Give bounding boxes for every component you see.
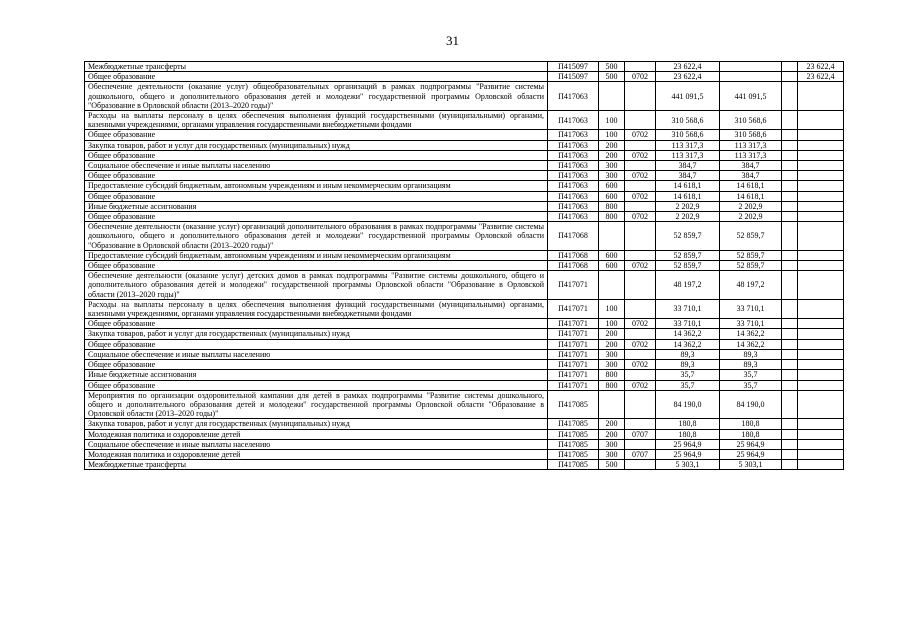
amount-cell-3 [782, 349, 798, 359]
amount-cell-2: 84 190,0 [720, 390, 782, 419]
section-cell: 0702 [625, 150, 656, 160]
amount-cell-1: 14 362,2 [656, 329, 720, 339]
amount-cell-3 [782, 460, 798, 470]
section-cell: 0702 [625, 360, 656, 370]
amount-cell-1: 48 197,2 [656, 271, 720, 300]
expense-type-cell: 200 [599, 339, 625, 349]
item-name-cell: Общее образование [85, 380, 548, 390]
expense-type-cell: 300 [599, 439, 625, 449]
expense-type-cell: 500 [599, 62, 625, 72]
expense-type-cell: 200 [599, 419, 625, 429]
budget-table [84, 61, 844, 470]
table-row [85, 299, 844, 318]
amount-cell-2: 113 317,3 [720, 150, 782, 160]
expense-type-cell: 300 [599, 360, 625, 370]
amount-cell-4: 23 622,4 [798, 62, 844, 72]
expense-type-cell: 600 [599, 261, 625, 271]
amount-cell-1: 180,8 [656, 429, 720, 439]
amount-cell-4 [798, 271, 844, 300]
item-name-cell: Общее образование [85, 261, 548, 271]
amount-cell-1: 52 859,7 [656, 261, 720, 271]
target-article-cell: П415097 [548, 62, 599, 72]
section-cell [625, 82, 656, 111]
amount-cell-1: 310 568,6 [656, 130, 720, 140]
target-article-cell: П417068 [548, 222, 599, 251]
target-article-cell: П417063 [548, 191, 599, 201]
amount-cell-1: 384,7 [656, 171, 720, 181]
amount-cell-1: 23 622,4 [656, 62, 720, 72]
item-name-cell: Иные бюджетные ассигнования [85, 201, 548, 211]
section-cell [625, 222, 656, 251]
amount-cell-1: 33 710,1 [656, 319, 720, 329]
section-cell: 0702 [625, 339, 656, 349]
amount-cell-3 [782, 429, 798, 439]
amount-cell-1: 384,7 [656, 161, 720, 171]
amount-cell-1: 33 710,1 [656, 299, 720, 318]
item-name-cell: Межбюджетные трансферты [85, 460, 548, 470]
amount-cell-1: 35,7 [656, 370, 720, 380]
amount-cell-2 [720, 72, 782, 82]
item-name-cell: Общее образование [85, 339, 548, 349]
amount-cell-2: 89,3 [720, 360, 782, 370]
table-row [85, 329, 844, 339]
target-article-cell: П417068 [548, 250, 599, 260]
table-row [85, 319, 844, 329]
expense-type-cell: 200 [599, 140, 625, 150]
section-cell: 0702 [625, 212, 656, 222]
expense-type-cell: 100 [599, 111, 625, 130]
table-row [85, 62, 844, 72]
amount-cell-1: 441 091,5 [656, 82, 720, 111]
amount-cell-3 [782, 181, 798, 191]
table-row [85, 271, 844, 300]
item-name-cell: Общее образование [85, 319, 548, 329]
amount-cell-2: 35,7 [720, 380, 782, 390]
section-cell: 0702 [625, 319, 656, 329]
section-cell [625, 201, 656, 211]
item-name-cell: Общее образование [85, 150, 548, 160]
expense-type-cell: 300 [599, 349, 625, 359]
amount-cell-1: 89,3 [656, 349, 720, 359]
amount-cell-3 [782, 171, 798, 181]
expense-type-cell [599, 222, 625, 251]
target-article-cell: П417063 [548, 150, 599, 160]
expense-type-cell: 100 [599, 319, 625, 329]
expense-type-cell: 800 [599, 380, 625, 390]
amount-cell-4 [798, 150, 844, 160]
section-cell: 0707 [625, 429, 656, 439]
amount-cell-4 [798, 349, 844, 359]
amount-cell-4 [798, 201, 844, 211]
amount-cell-4 [798, 82, 844, 111]
section-cell [625, 299, 656, 318]
table-row [85, 449, 844, 459]
amount-cell-3 [782, 191, 798, 201]
item-name-cell: Обеспечение деятельности (оказание услуг) общеобразовательных организаций в рамках подпрограммы "Развитие системы дошкольного, общего и дополнительного образования детей и молодежи" государственной программы Орловской области "Образование в Орловской области (2013–2020 годы)" [85, 82, 548, 111]
amount-cell-2: 180,8 [720, 429, 782, 439]
amount-cell-1: 52 859,7 [656, 250, 720, 260]
target-article-cell: П417063 [548, 181, 599, 191]
amount-cell-3 [782, 339, 798, 349]
table-row [85, 82, 844, 111]
expense-type-cell: 800 [599, 370, 625, 380]
amount-cell-1: 25 964,9 [656, 439, 720, 449]
section-cell: 0707 [625, 449, 656, 459]
target-article-cell: П417085 [548, 429, 599, 439]
amount-cell-4 [798, 222, 844, 251]
amount-cell-4 [798, 161, 844, 171]
amount-cell-2: 14 362,2 [720, 329, 782, 339]
amount-cell-2: 14 618,1 [720, 191, 782, 201]
section-cell [625, 419, 656, 429]
target-article-cell: П417063 [548, 130, 599, 140]
amount-cell-2: 25 964,9 [720, 439, 782, 449]
amount-cell-4 [798, 380, 844, 390]
amount-cell-3 [782, 82, 798, 111]
amount-cell-4 [798, 460, 844, 470]
table-row [85, 212, 844, 222]
expense-type-cell: 300 [599, 161, 625, 171]
amount-cell-3 [782, 380, 798, 390]
amount-cell-2: 52 859,7 [720, 250, 782, 260]
expense-type-cell: 800 [599, 201, 625, 211]
amount-cell-2: 310 568,6 [720, 130, 782, 140]
expense-type-cell: 100 [599, 130, 625, 140]
section-cell [625, 460, 656, 470]
section-cell [625, 349, 656, 359]
target-article-cell: П417063 [548, 171, 599, 181]
section-cell [625, 390, 656, 419]
expense-type-cell: 600 [599, 191, 625, 201]
section-cell [625, 250, 656, 260]
amount-cell-3 [782, 150, 798, 160]
item-name-cell: Закупка товаров, работ и услуг для государственных (муниципальных) нужд [85, 419, 548, 429]
amount-cell-3 [782, 111, 798, 130]
amount-cell-3 [782, 439, 798, 449]
table-row [85, 250, 844, 260]
table-row [85, 191, 844, 201]
amount-cell-4 [798, 212, 844, 222]
amount-cell-2: 441 091,5 [720, 82, 782, 111]
target-article-cell: П415097 [548, 72, 599, 82]
item-name-cell: Молодежная политика и оздоровление детей [85, 429, 548, 439]
amount-cell-2: 89,3 [720, 349, 782, 359]
amount-cell-1: 35,7 [656, 380, 720, 390]
table-body [85, 62, 844, 470]
expense-type-cell: 500 [599, 72, 625, 82]
amount-cell-3 [782, 72, 798, 82]
item-name-cell: Мероприятия по организации оздоровительной кампании для детей в рамках подпрограммы "Развитие системы дошкольного, общего и дополнительного образования детей и молодежи" государственной программы Орловской области "Образование в Орловской области (2013–2020 годы)" [85, 390, 548, 419]
amount-cell-4 [798, 419, 844, 429]
amount-cell-3 [782, 360, 798, 370]
amount-cell-4 [798, 370, 844, 380]
table-row [85, 201, 844, 211]
expense-type-cell: 200 [599, 429, 625, 439]
amount-cell-4 [798, 439, 844, 449]
item-name-cell: Общее образование [85, 72, 548, 82]
target-article-cell: П417071 [548, 349, 599, 359]
amount-cell-3 [782, 62, 798, 72]
amount-cell-1: 2 202,9 [656, 212, 720, 222]
target-article-cell: П417071 [548, 271, 599, 300]
table-row [85, 380, 844, 390]
item-name-cell: Расходы на выплаты персоналу в целях обеспечения выполнения функций государственными (муниципальными) органами, казенными учреждениями, органами управления государственными внебюджетными фондами [85, 111, 548, 130]
amount-cell-4 [798, 171, 844, 181]
table-row [85, 339, 844, 349]
table-row [85, 222, 844, 251]
section-cell: 0702 [625, 380, 656, 390]
amount-cell-1: 5 303,1 [656, 460, 720, 470]
item-name-cell: Социальное обеспечение и иные выплаты населению [85, 349, 548, 359]
amount-cell-3 [782, 130, 798, 140]
amount-cell-3 [782, 419, 798, 429]
amount-cell-4 [798, 390, 844, 419]
target-article-cell: П417085 [548, 439, 599, 449]
table-row [85, 439, 844, 449]
item-name-cell: Межбюджетные трансферты [85, 62, 548, 72]
amount-cell-1: 52 859,7 [656, 222, 720, 251]
amount-cell-2: 35,7 [720, 370, 782, 380]
section-cell [625, 161, 656, 171]
amount-cell-4 [798, 261, 844, 271]
amount-cell-4 [798, 111, 844, 130]
target-article-cell: П417071 [548, 360, 599, 370]
section-cell [625, 329, 656, 339]
item-name-cell: Общее образование [85, 360, 548, 370]
item-name-cell: Предоставление субсидий бюджетным, автономным учреждениям и иным некоммерческим организациям [85, 250, 548, 260]
amount-cell-2: 33 710,1 [720, 299, 782, 318]
item-name-cell: Общее образование [85, 191, 548, 201]
table-row [85, 161, 844, 171]
amount-cell-1: 14 618,1 [656, 181, 720, 191]
amount-cell-2: 25 964,9 [720, 449, 782, 459]
amount-cell-4 [798, 140, 844, 150]
target-article-cell: П417085 [548, 449, 599, 459]
amount-cell-4 [798, 339, 844, 349]
table-row [85, 171, 844, 181]
amount-cell-3 [782, 222, 798, 251]
amount-cell-2: 310 568,6 [720, 111, 782, 130]
item-name-cell: Общее образование [85, 212, 548, 222]
amount-cell-3 [782, 319, 798, 329]
section-cell [625, 271, 656, 300]
section-cell [625, 370, 656, 380]
amount-cell-3 [782, 250, 798, 260]
amount-cell-1: 113 317,3 [656, 150, 720, 160]
amount-cell-2: 5 303,1 [720, 460, 782, 470]
expense-type-cell: 200 [599, 150, 625, 160]
section-cell [625, 140, 656, 150]
section-cell [625, 181, 656, 191]
expense-type-cell: 300 [599, 449, 625, 459]
amount-cell-2: 52 859,7 [720, 261, 782, 271]
item-name-cell: Общее образование [85, 171, 548, 181]
amount-cell-1: 89,3 [656, 360, 720, 370]
item-name-cell: Иные бюджетные ассигнования [85, 370, 548, 380]
expense-type-cell: 300 [599, 171, 625, 181]
amount-cell-4 [798, 319, 844, 329]
amount-cell-1: 180,8 [656, 419, 720, 429]
expense-type-cell [599, 390, 625, 419]
amount-cell-1: 14 362,2 [656, 339, 720, 349]
expense-type-cell [599, 82, 625, 111]
amount-cell-3 [782, 161, 798, 171]
table-row [85, 140, 844, 150]
amount-cell-4: 23 622,4 [798, 72, 844, 82]
table-row [85, 370, 844, 380]
amount-cell-3 [782, 271, 798, 300]
target-article-cell: П417063 [548, 111, 599, 130]
page-number: 31 [446, 33, 459, 48]
amount-cell-2: 384,7 [720, 171, 782, 181]
amount-cell-2: 180,8 [720, 419, 782, 429]
target-article-cell: П417063 [548, 161, 599, 171]
item-name-cell: Расходы на выплаты персоналу в целях обеспечения выполнения функций государственными (муниципальными) органами, казенными учреждениями, органами управления государственными внебюджетными фондами [85, 299, 548, 318]
amount-cell-2: 33 710,1 [720, 319, 782, 329]
amount-cell-4 [798, 360, 844, 370]
target-article-cell: П417071 [548, 370, 599, 380]
target-article-cell: П417068 [548, 261, 599, 271]
table-row [85, 111, 844, 130]
amount-cell-1: 2 202,9 [656, 201, 720, 211]
expense-type-cell: 200 [599, 329, 625, 339]
expense-type-cell: 500 [599, 460, 625, 470]
item-name-cell: Молодежная политика и оздоровление детей [85, 449, 548, 459]
amount-cell-2: 113 317,3 [720, 140, 782, 150]
section-cell [625, 62, 656, 72]
table-row [85, 181, 844, 191]
target-article-cell: П417085 [548, 460, 599, 470]
amount-cell-4 [798, 449, 844, 459]
amount-cell-3 [782, 370, 798, 380]
expense-type-cell: 800 [599, 212, 625, 222]
item-name-cell: Предоставление субсидий бюджетным, автономным учреждениям и иным некоммерческим организациям [85, 181, 548, 191]
target-article-cell: П417085 [548, 390, 599, 419]
table-row [85, 72, 844, 82]
section-cell: 0702 [625, 72, 656, 82]
target-article-cell: П417063 [548, 140, 599, 150]
table-row [85, 429, 844, 439]
amount-cell-4 [798, 250, 844, 260]
table-row [85, 419, 844, 429]
target-article-cell: П417071 [548, 339, 599, 349]
amount-cell-3 [782, 140, 798, 150]
item-name-cell: Закупка товаров, работ и услуг для государственных (муниципальных) нужд [85, 140, 548, 150]
amount-cell-4 [798, 329, 844, 339]
amount-cell-3 [782, 261, 798, 271]
amount-cell-2: 48 197,2 [720, 271, 782, 300]
amount-cell-3 [782, 449, 798, 459]
amount-cell-2: 14 618,1 [720, 181, 782, 191]
target-article-cell: П417071 [548, 329, 599, 339]
section-cell: 0702 [625, 171, 656, 181]
amount-cell-2: 384,7 [720, 161, 782, 171]
amount-cell-3 [782, 329, 798, 339]
table-row [85, 150, 844, 160]
item-name-cell: Закупка товаров, работ и услуг для государственных (муниципальных) нужд [85, 329, 548, 339]
table-row [85, 360, 844, 370]
target-article-cell: П417063 [548, 201, 599, 211]
section-cell: 0702 [625, 261, 656, 271]
table-row [85, 261, 844, 271]
amount-cell-2: 2 202,9 [720, 201, 782, 211]
amount-cell-2: 14 362,2 [720, 339, 782, 349]
amount-cell-1: 23 622,4 [656, 72, 720, 82]
section-cell [625, 111, 656, 130]
amount-cell-2 [720, 62, 782, 72]
item-name-cell: Социальное обеспечение и иные выплаты населению [85, 161, 548, 171]
target-article-cell: П417071 [548, 380, 599, 390]
expense-type-cell: 600 [599, 250, 625, 260]
amount-cell-1: 310 568,6 [656, 111, 720, 130]
section-cell: 0702 [625, 130, 656, 140]
amount-cell-4 [798, 429, 844, 439]
amount-cell-1: 84 190,0 [656, 390, 720, 419]
target-article-cell: П417085 [548, 419, 599, 429]
table-row [85, 460, 844, 470]
amount-cell-1: 25 964,9 [656, 449, 720, 459]
table-row [85, 349, 844, 359]
target-article-cell: П417063 [548, 212, 599, 222]
target-article-cell: П417071 [548, 299, 599, 318]
expense-type-cell [599, 271, 625, 300]
item-name-cell: Обеспечение деятельности (оказание услуг) детских домов в рамках подпрограммы "Развитие системы дошкольного, общего и дополнительного образования детей и молодежи" государственной программы Орловской области "Образование в Орловской области (2013–2020 годы)" [85, 271, 548, 300]
table-row [85, 390, 844, 419]
amount-cell-3 [782, 201, 798, 211]
amount-cell-1: 113 317,3 [656, 140, 720, 150]
amount-cell-4 [798, 130, 844, 140]
amount-cell-3 [782, 390, 798, 419]
item-name-cell: Социальное обеспечение и иные выплаты населению [85, 439, 548, 449]
amount-cell-4 [798, 191, 844, 201]
item-name-cell: Общее образование [85, 130, 548, 140]
expense-type-cell: 600 [599, 181, 625, 191]
section-cell [625, 439, 656, 449]
amount-cell-2: 52 859,7 [720, 222, 782, 251]
expense-type-cell: 100 [599, 299, 625, 318]
section-cell: 0702 [625, 191, 656, 201]
amount-cell-4 [798, 299, 844, 318]
item-name-cell: Обеспечение деятельности (оказание услуг) организаций дополнительного образования в рамках подпрограммы "Развитие системы дошкольного, общего и дополнительного образования детей и молодежи" государственной программы Орловской области "Образование в Орловской области (2013–2020 годы)" [85, 222, 548, 251]
target-article-cell: П417063 [548, 82, 599, 111]
target-article-cell: П417071 [548, 319, 599, 329]
amount-cell-3 [782, 299, 798, 318]
amount-cell-2: 2 202,9 [720, 212, 782, 222]
amount-cell-3 [782, 212, 798, 222]
amount-cell-4 [798, 181, 844, 191]
amount-cell-1: 14 618,1 [656, 191, 720, 201]
table-row [85, 130, 844, 140]
